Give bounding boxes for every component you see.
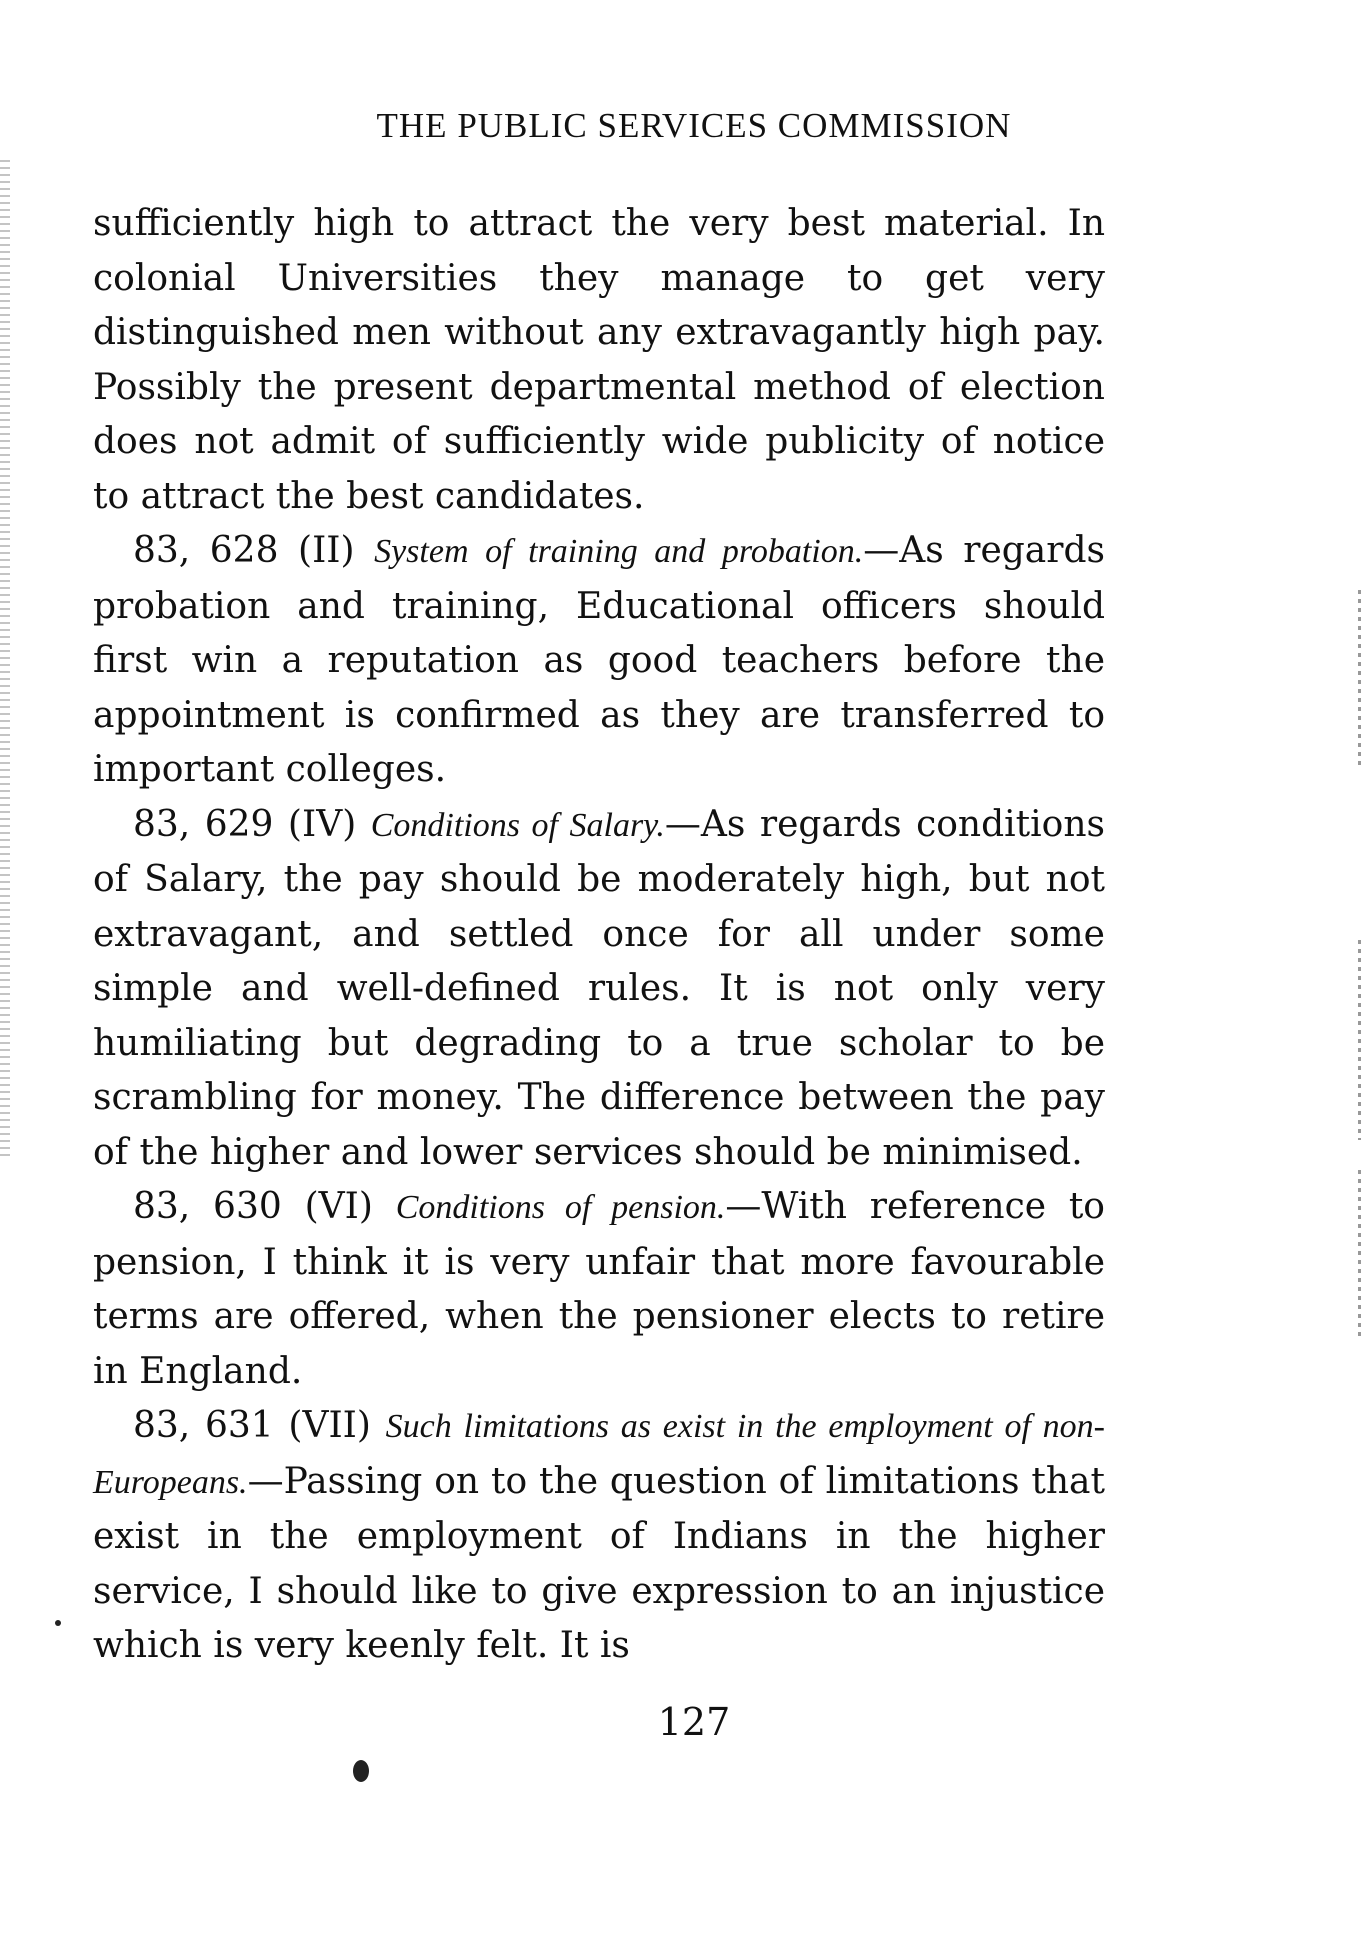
ink-speck [55, 1620, 61, 1626]
section-heading: System of training and probation. [374, 533, 864, 570]
paragraph-conditions-pension [93, 1180, 1105, 1399]
paragraph-text: —With reference to pension, I think it is very unfair that more favourable terms are offered, when the pensioner elects to retire in England. [93, 1186, 1105, 1392]
section-reference: 83, 631 (VII) [133, 1405, 371, 1446]
section-heading: Such limitations as exist in the employment of non-Europeans. [93, 1408, 1105, 1501]
body-text [93, 197, 1105, 1674]
ink-speck [353, 1760, 369, 1782]
right-edge-scan-marks [1358, 1170, 1361, 1340]
paragraph-text: sufficiently high to attract the very best material. In colonial Universities they manage to get very distinguished men without any extravagantly high pay. Possibly the present departmental method of election does not admit of sufficiently wide publicity of notice to attract the best candidates. [93, 203, 1105, 517]
paragraph-text: —Passing on to the question of limitations that exist in the employment of Indians in the higher service, I should like to give expression to an injustice which is very keenly felt. It is [93, 1460, 1105, 1666]
paragraph-continuation [93, 197, 1105, 524]
paragraph-text: —As regards probation and training, Educational officers should first win a reputation as good teachers before the appointment is confirmed as they are transferred to important colleges. [93, 530, 1105, 790]
section-reference: 83, 628 (II) [133, 530, 355, 571]
left-edge-scan-marks [0, 160, 10, 1160]
paragraph-training-probation [93, 524, 1105, 798]
section-reference: 83, 629 (IV) [133, 803, 357, 845]
right-edge-scan-marks [1358, 590, 1361, 770]
section-heading: Conditions of Salary. [370, 806, 665, 844]
paragraph-text: —As regards conditions of Salary, the pay should be moderately high, but not extravagant, and settled once for all under some simple and well-defined rules. It is not only very humiliating but degrading to a true scholar to be scrambling for money. The difference between the pay of the higher and lower services should be minimised. [93, 803, 1105, 1173]
running-header: THE PUBLIC SERVICES COMMISSION [376, 106, 1012, 145]
paragraph-conditions-salary [93, 798, 1105, 1181]
paragraph-limitations-employment [93, 1399, 1105, 1674]
right-edge-scan-marks [1358, 940, 1361, 1140]
section-reference: 83, 630 (VI) [133, 1186, 373, 1227]
page-number: 127 [657, 1700, 731, 1744]
section-heading: Conditions of pension. [395, 1189, 726, 1226]
